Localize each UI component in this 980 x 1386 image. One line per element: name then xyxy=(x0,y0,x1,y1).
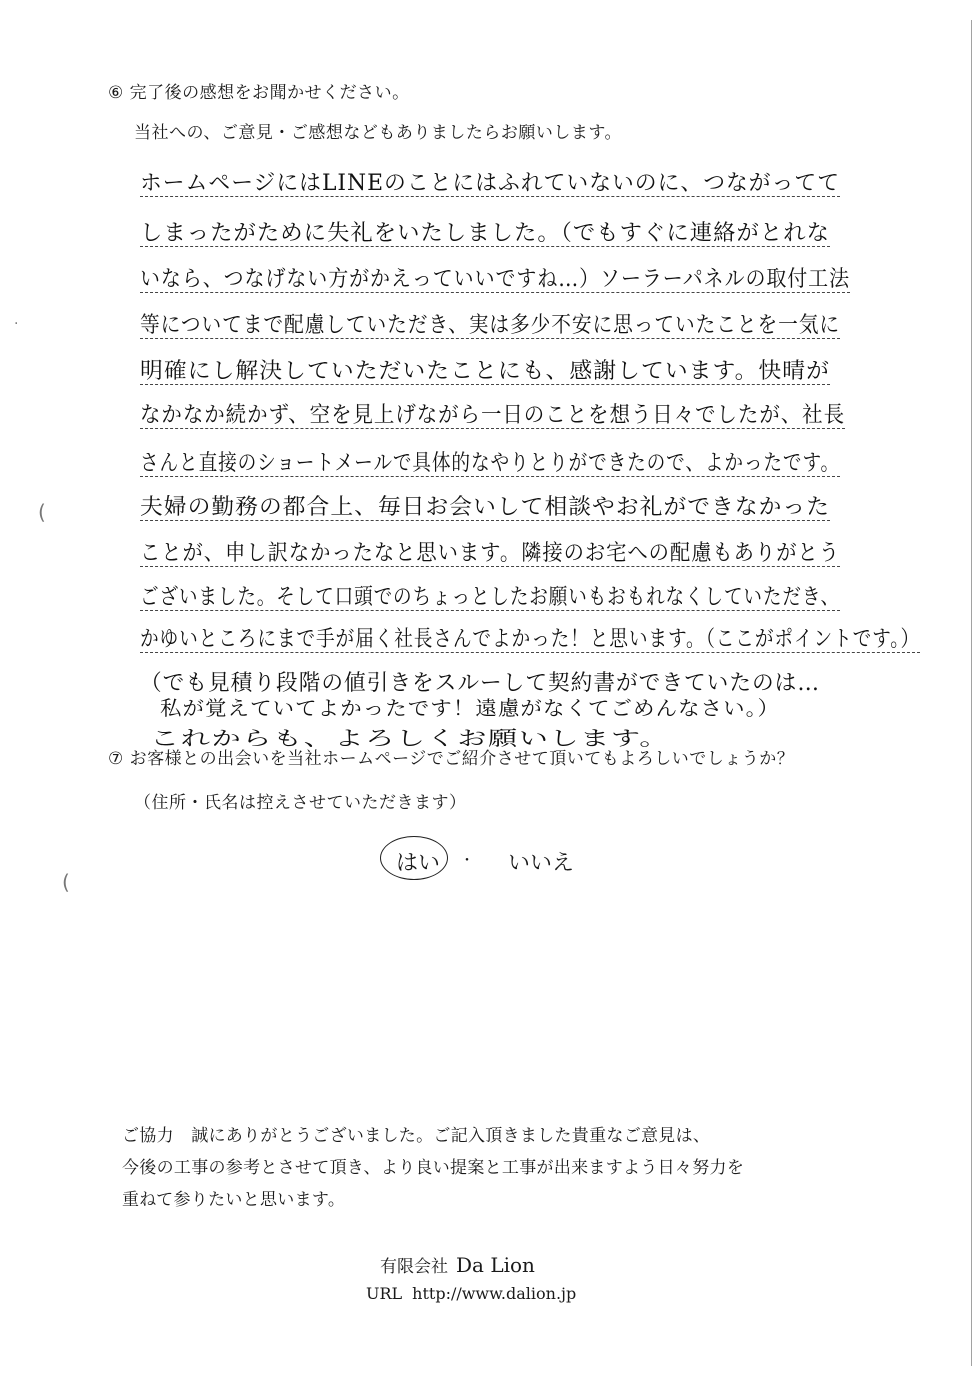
handwritten-text: かゆいところにまで手が届く社長さんでよかった！と思います。（ここがポイントです。） xyxy=(140,627,920,652)
answer-rule-line xyxy=(140,292,850,293)
handwritten-text: 等についてまで配慮していただき、実は多少不安に思っていたことを一気に xyxy=(140,313,840,338)
choice-yes[interactable]: はい xyxy=(396,851,441,876)
thank-you-message xyxy=(122,1120,744,1216)
handwritten-text: 明確にし解決していただいたことにも、感謝しています。快晴が xyxy=(140,359,830,384)
handwritten-line xyxy=(140,216,851,256)
url-label: URL xyxy=(366,1284,403,1303)
handwritten-line xyxy=(140,622,920,662)
handwritten-line xyxy=(140,262,850,302)
answer-rule-line xyxy=(140,196,840,197)
choice-separator: ・ xyxy=(460,853,474,869)
handwritten-text: 夫婦の勤務の都合上、毎日お会いして相談やお礼ができなかった xyxy=(140,495,830,520)
answer-rule-line xyxy=(140,566,840,567)
handwritten-text: いなら、つなげない方がかえっていいですね…）ソーラーパネルの取付工法 xyxy=(140,267,850,292)
company-brand: Da Lion xyxy=(456,1253,535,1277)
answer-rule-line xyxy=(140,246,830,247)
scan-edge-mark: ( xyxy=(62,870,70,894)
handwritten-text: これからも、よろしくお願いします。 xyxy=(150,726,670,750)
handwritten-text: 私が覚えていてよかったです！遠慮がなくてごめんなさい。） xyxy=(160,696,780,720)
answer-rule-line xyxy=(140,428,845,429)
company-url xyxy=(366,1284,576,1303)
handwritten-text: ホームページにはLINEのことにはふれていないのに、つながってて xyxy=(140,171,840,196)
footer-line-2: 今後の工事の参考とさせて頂き、より良い提案と工事が出来ますよう日々努力を xyxy=(122,1158,745,1178)
answer-rule-line xyxy=(140,476,840,477)
handwritten-line xyxy=(140,490,864,530)
footer-line-3: 重ねて参りたいと思います。 xyxy=(122,1190,346,1210)
page-edge-line xyxy=(971,20,972,1366)
scan-speck-mark: · xyxy=(14,316,19,332)
handwritten-text: （でも見積り段階の値引きをスルーして契約書ができていたのは… xyxy=(140,671,820,696)
question6-subtitle: 当社への、ご意見・ご感想などもありましたらお願いします。 xyxy=(134,123,622,143)
company-name xyxy=(380,1252,535,1277)
handwritten-line xyxy=(140,166,840,206)
handwritten-line xyxy=(140,536,840,576)
handwritten-text: ございました。そして口頭でのちょっとしたお願いもおもれなくしていただき、 xyxy=(140,585,840,610)
handwritten-line xyxy=(140,398,845,438)
answer-rule-line xyxy=(140,520,830,521)
choice-no[interactable]: いいえ xyxy=(508,851,575,876)
handwritten-line xyxy=(140,354,866,394)
footer-line-1: ご協力 誠にありがとうございました。ご記入頂きました貴重なご意見は、 xyxy=(122,1126,711,1146)
handwritten-line xyxy=(140,446,840,486)
answer-rule-line xyxy=(140,652,920,653)
answer-rule-line xyxy=(140,610,840,611)
handwritten-line xyxy=(140,308,840,348)
handwritten-text: しまったがために失礼をいたしました。（でもすぐに連絡がとれな xyxy=(140,221,830,246)
handwritten-text: なかなか続かず、空を見上げながら一日のことを想う日々でしたが、社長 xyxy=(140,403,845,428)
handwritten-line xyxy=(140,580,840,620)
question6-title: ⑥ 完了後の感想をお聞かせください。 xyxy=(108,83,410,103)
answer-rule-line xyxy=(140,384,830,385)
answer-rule-line xyxy=(140,338,840,339)
consent-choices xyxy=(380,836,620,886)
url-link[interactable]: http://www.dalion.jp xyxy=(412,1284,577,1303)
question7-subtitle: （住所・氏名は控えさせていただきます） xyxy=(134,793,467,813)
company-prefix: 有限会社 xyxy=(380,1257,448,1277)
question7-title: ⑦ お客様との出会いを当社ホームページでご紹介させて頂いてもよろしいでしょうか？ xyxy=(108,749,795,769)
handwritten-text: ことが、申し訳なかったなと思います。隣接のお宅への配慮もありがとう xyxy=(140,541,840,566)
scan-edge-mark: ( xyxy=(38,500,46,524)
handwritten-text: さんと直接のショートメールで具体的なやりとりができたので、よかったです。 xyxy=(140,451,840,476)
